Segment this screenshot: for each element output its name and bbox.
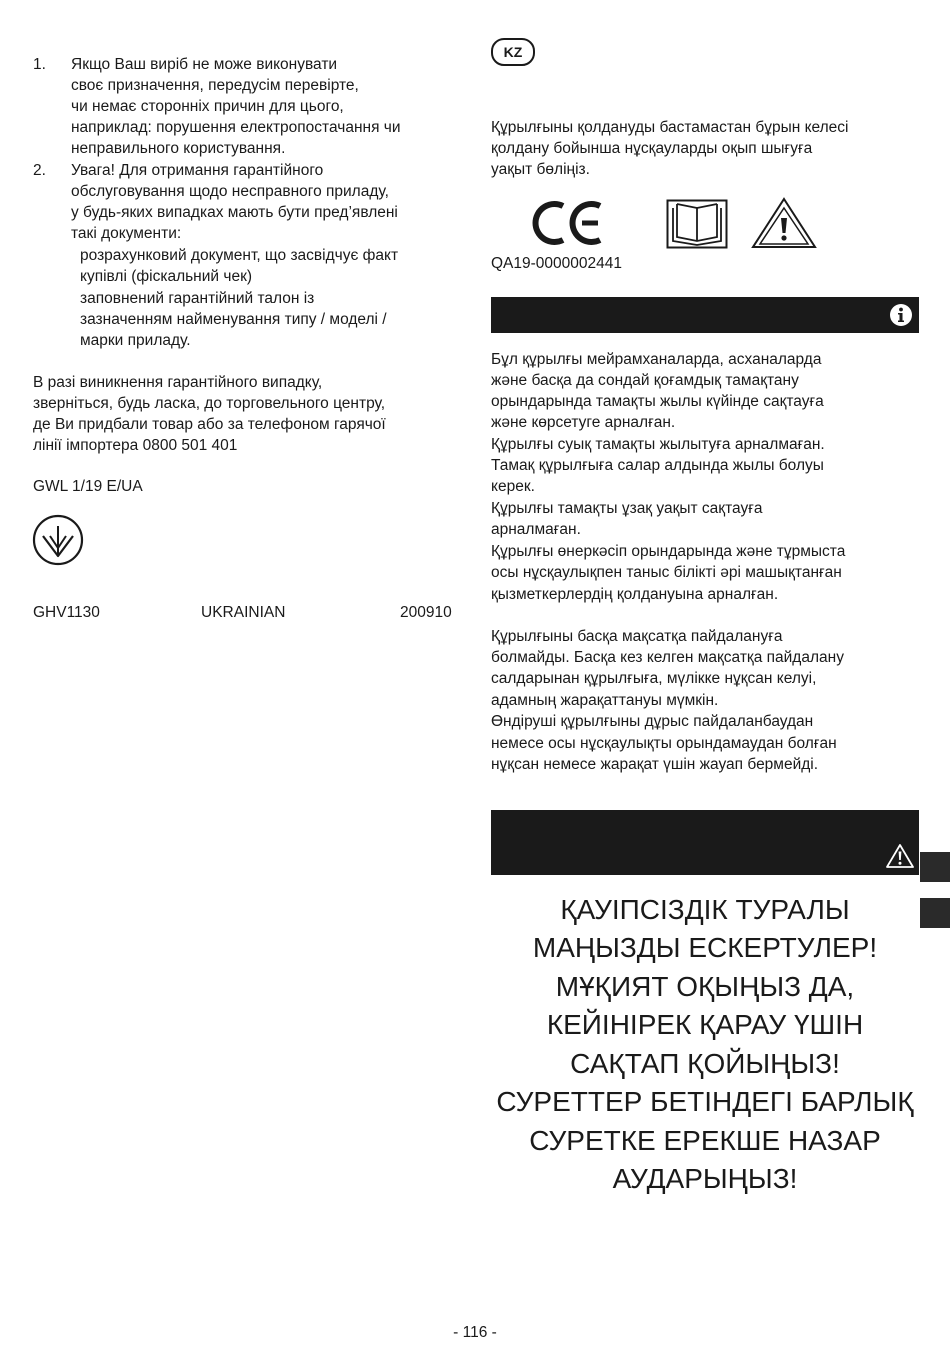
list-number: 2.: [33, 162, 46, 179]
warning-triangle-icon: [885, 843, 915, 869]
item-1-line: своє призначення, передусім перевірте,: [71, 77, 359, 94]
side-tab: [920, 852, 950, 882]
info-line: Құрылғы тамақты ұзақ уақыт сақтауға: [491, 500, 763, 517]
intro-line: Құрылғыны қолдануды бастамастан бұрын келесі: [491, 119, 849, 136]
usage-line: нұқсан немесе жарақат үшін жауап бермейді.: [491, 756, 819, 773]
usage-line: немесе осы нұсқаулықты орындамаудан болған: [491, 735, 837, 752]
info-line: Құрылғы өнеркәсіп орындарында және тұрмыста: [491, 543, 846, 560]
usage-line: адамның жарақаттануы мүмкін.: [491, 692, 719, 709]
item-2-sub-line: марки приладу.: [80, 332, 191, 349]
warning-title-line: МҰҚИЯТ ОҚЫҢЫЗ ДА,: [555, 971, 855, 1002]
item-1-line: чи немає сторонніх причин для цього,: [71, 98, 344, 115]
page-number: - 116 -: [453, 1324, 497, 1341]
intro-line: уақыт бөліңіз.: [491, 161, 590, 178]
warning-triangle-icon: [750, 196, 818, 250]
warning-title-line: КЕЙІНІРЕК ҚАРАУ ҮШІН: [546, 1009, 864, 1040]
info-icon: [889, 303, 913, 327]
contact-line: В разі виникнення гарантійного випадку,: [33, 374, 323, 391]
info-line: керек.: [491, 478, 535, 495]
usage-line: Өндіруші құрылғыны дұрыс пайдаланбаудан: [491, 713, 814, 730]
info-line: Тамақ құрылғыға салар алдында жылы болуы: [491, 457, 824, 474]
warning-title-line: МАҢЫЗДЫ ЕСКЕРТУЛЕР!: [532, 932, 878, 963]
info-line: орындарында тамақты жылы күйінде сақтауға: [491, 393, 824, 410]
info-section-bar: [491, 297, 919, 333]
item-1-line: Якщо Ваш виріб не може виконувати: [71, 56, 338, 73]
list-number: 1.: [33, 56, 46, 73]
usage-line: салдарынан құрылғыға, мүлікке нұқсан келуі,: [491, 670, 817, 687]
warning-title-line: САҚТАП ҚОЙЫҢЫЗ!: [570, 1048, 840, 1079]
warning-title-line: АУДАРЫҢЫЗ!: [612, 1163, 798, 1194]
item-2-sub-line: розрахунковий документ, що засвідчує факт: [80, 247, 399, 264]
intro-line: қолдану бойынша нұсқауларды оқып шығуға: [491, 140, 813, 157]
side-tab: [920, 898, 950, 928]
contact-line: зверніться, будь ласка, до торговельного центру,: [33, 395, 386, 412]
left-column: [0, 0, 470, 1348]
language-badge: KZ: [491, 38, 535, 66]
contact-line: лінії імпортера 0800 501 401: [33, 437, 238, 454]
warning-title-line: ҚАУІПСІЗДІК ТУРАЛЫ: [560, 894, 850, 925]
item-2-sub-line: заповнений гарантійний талон із: [80, 290, 315, 307]
item-2-line: такі документи:: [71, 225, 182, 242]
footer-language: UKRAINIAN: [201, 604, 286, 621]
warning-title-line: СУРЕТТЕР БЕТІНДЕГІ БАРЛЫҚ: [496, 1086, 914, 1117]
warning-title-line: СУРЕТКЕ ЕРЕКШЕ НАЗАР: [529, 1125, 881, 1156]
usage-line: Құрылғыны басқа мақсатқа пайдалануға: [491, 628, 783, 645]
qa-code: QA19-0000002441: [491, 255, 623, 272]
item-2-line: обслуговування щодо несправного приладу,: [71, 183, 389, 200]
ukrsepro-certification-icon: [32, 512, 84, 568]
item-2-line: у будь-яких випадках мають бути пред’явлені: [71, 204, 398, 221]
item-2-line: Увага! Для отримання гарантійного: [71, 162, 324, 179]
usage-line: болмайды. Басқа кез келген мақсатқа пайдалану: [491, 649, 844, 666]
gwl-code: GWL 1/19 E/UA: [33, 478, 143, 495]
item-2-sub-line: купівлі (фіскальний чек): [80, 268, 253, 285]
info-line: арналмаған.: [491, 521, 581, 538]
info-line: қызметкерлердің қолдануына арналған.: [491, 586, 779, 603]
footer-code: 200910: [400, 604, 452, 621]
item-1-line: наприклад: порушення електропостачання чи: [71, 119, 401, 136]
open-book-icon: [666, 199, 728, 249]
info-line: және басқа да сондай қоғамдық тамақтану: [491, 372, 799, 389]
warning-section-bar: [491, 810, 919, 875]
ce-mark-icon: [530, 198, 606, 248]
info-line: осы нұсқаулықпен таныс білікті әрі машықтанған: [491, 564, 842, 581]
item-2-sub-line: зазначенням найменування типу / моделі /: [80, 311, 387, 328]
info-line: Бұл құрылғы мейрамханаларда, асханаларда: [491, 351, 822, 368]
info-line: және көрсетуге арналған.: [491, 414, 676, 431]
contact-line: де Ви придбали товар або за телефоном гарячої: [33, 416, 386, 433]
item-1-line: неправильного користування.: [71, 140, 286, 157]
info-line: Құрылғы суық тамақты жылытуға арналмаған.: [491, 436, 825, 453]
footer-model: GHV1130: [33, 604, 100, 621]
